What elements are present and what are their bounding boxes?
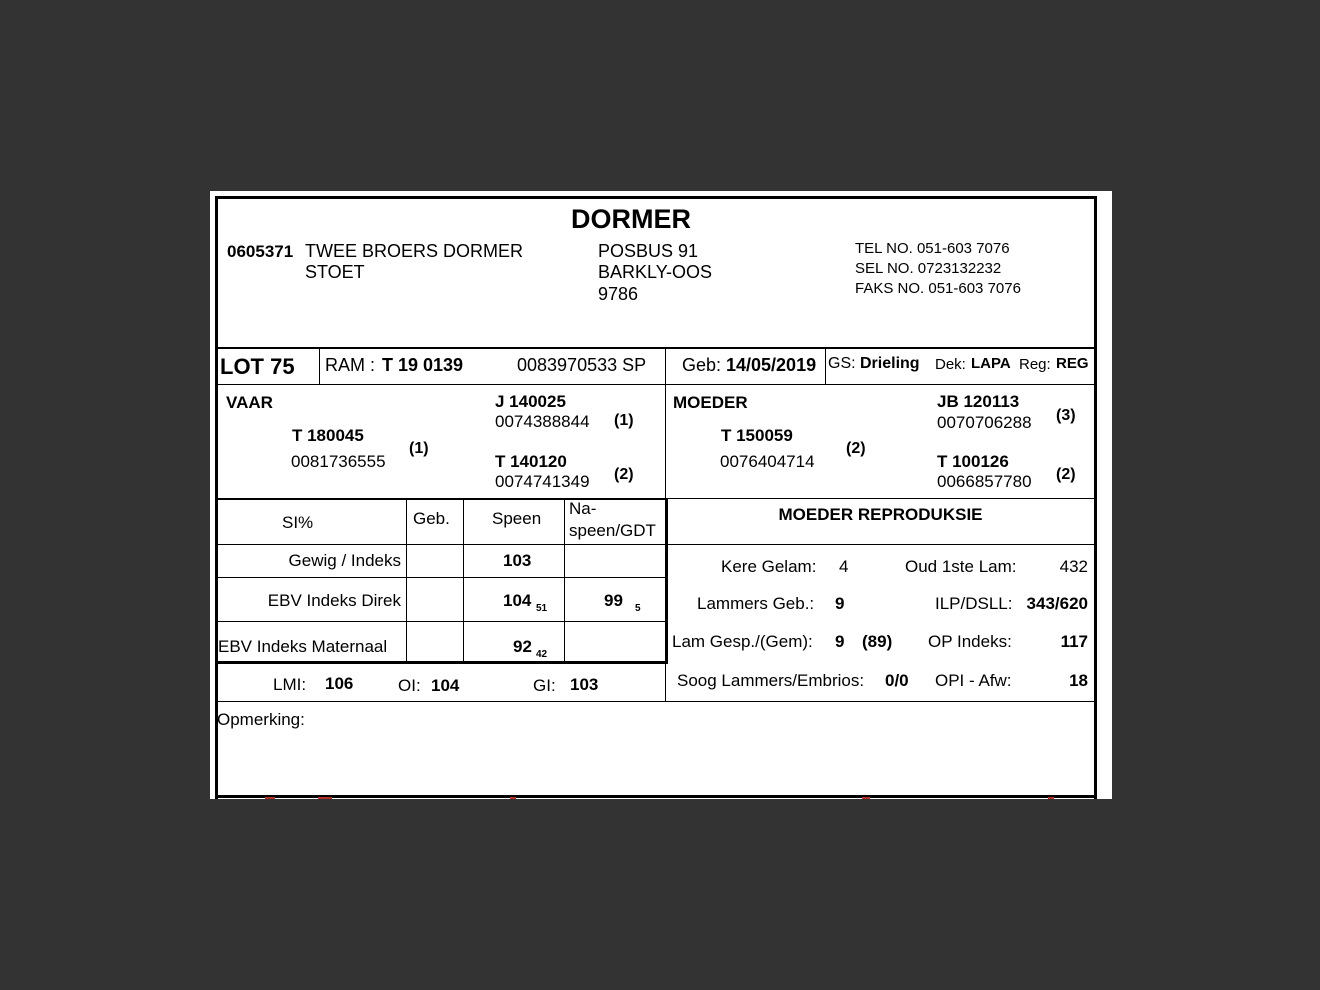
direk-naspeen-value: 99	[604, 591, 623, 610]
lam-gesp-label: Lam Gesp./(Gem):	[672, 632, 813, 651]
oud-1ste-lam-value: 432	[1059, 557, 1088, 576]
moeder-label: MOEDER	[673, 393, 748, 412]
print-mark	[265, 797, 275, 799]
dek-value: LAPA	[971, 355, 1011, 372]
direk-speen-value: 104	[503, 591, 532, 610]
opi-afw-value: 18	[1069, 671, 1088, 690]
ram-label: RAM :	[325, 355, 376, 375]
tel-number: TEL NO. 051-603 7076	[855, 240, 1010, 257]
divider	[406, 499, 407, 662]
moeder-sire-id: JB 120113	[937, 392, 1020, 411]
row-label-ebv-direk: EBV Indeks Direk	[267, 591, 401, 610]
print-mark	[1048, 797, 1054, 799]
dek-label: Dek:	[935, 356, 966, 373]
moeder-id: T 150059	[721, 426, 793, 445]
direk-speen-accuracy: 51	[536, 603, 548, 614]
lam-gesp-value: 9	[835, 632, 845, 651]
reg-value: REG	[1056, 355, 1089, 372]
divider	[215, 621, 667, 622]
lammers-geb-value: 9	[835, 594, 845, 613]
lmi-label: LMI:	[273, 675, 307, 694]
gs-value: Drieling	[860, 355, 920, 372]
print-mark	[318, 797, 332, 799]
breeder-name-line2: STOET	[305, 262, 365, 282]
divider	[665, 498, 1097, 499]
op-indeks-label: OP Indeks:	[928, 632, 1012, 651]
moeder-number: 0076404714	[720, 452, 815, 471]
op-indeks-value: 117	[1060, 632, 1088, 651]
opmerking-label: Opmerking:	[217, 710, 305, 729]
moeder-sire-number: 0070706288	[937, 413, 1032, 432]
moeder-count: (2)	[846, 440, 866, 457]
divider	[215, 701, 1097, 702]
vaar-dam-number: 0074741349	[495, 472, 590, 491]
divider	[666, 544, 1097, 545]
reproduksie-heading: MOEDER REPRODUKSIE	[778, 505, 983, 524]
lot-number: LOT 75	[220, 354, 295, 379]
maternaal-speen-accuracy: 42	[536, 649, 548, 660]
divider	[564, 499, 565, 662]
divider	[463, 499, 464, 662]
divider	[825, 348, 826, 385]
address-line2: BARKLY-OOS	[598, 262, 713, 282]
opi-afw-label: OPI - Afw:	[935, 671, 1012, 690]
geb-value: 14/05/2019	[726, 355, 817, 375]
ram-number: 0083970533 SP	[517, 355, 647, 375]
oud-1ste-lam-label: Oud 1ste Lam:	[905, 557, 1017, 576]
moeder-dam-count: (2)	[1056, 466, 1076, 483]
lam-gesp-gem: (89)	[862, 632, 893, 651]
print-mark	[862, 797, 870, 799]
breeder-code: 0605371	[227, 242, 294, 261]
geb-header: Geb.	[413, 509, 450, 528]
naspeen-header-line1: Na-	[569, 499, 597, 518]
gs-label: GS:	[828, 355, 856, 372]
breeder-name-line1: TWEE BROERS DORMER	[305, 241, 524, 261]
moeder-dam-number: 0066857780	[937, 472, 1032, 491]
vaar-dam-id: T 140120	[495, 452, 567, 471]
address-line1: POSBUS 91	[598, 241, 699, 261]
divider	[319, 348, 320, 385]
frame-top	[215, 196, 1097, 199]
faks-number: FAKS NO. 051-603 7076	[855, 280, 1021, 297]
speen-header: Speen	[492, 509, 542, 528]
vaar-label: VAAR	[226, 393, 273, 412]
divider	[215, 384, 1097, 385]
ram-id: T 19 0139	[382, 355, 464, 375]
vaar-dam-count: (2)	[614, 466, 634, 483]
lammers-geb-label: Lammers Geb.:	[697, 594, 815, 613]
vaar-id: T 180045	[292, 426, 364, 445]
ilp-dsll-value: 343/620	[1026, 594, 1088, 613]
divider	[215, 347, 1097, 349]
row-label-gewig: Gewig / Indeks	[288, 551, 401, 570]
geb-label: Geb:	[682, 355, 722, 375]
row-label-ebv-maternaal: EBV Indeks Maternaal	[218, 637, 388, 656]
ilp-dsll-label: ILP/DSLL:	[935, 594, 1013, 613]
oi-value: 104	[431, 676, 460, 695]
sel-number: SEL NO. 0723132232	[855, 260, 1002, 277]
kere-gelam-label: Kere Gelam:	[721, 557, 817, 576]
si-table-border-bottom	[215, 661, 668, 664]
si-header: SI%	[282, 513, 314, 532]
kere-gelam-value: 4	[839, 557, 849, 576]
maternaal-speen-value: 92	[513, 637, 532, 656]
soog-lammers-value: 0/0	[885, 671, 909, 690]
moeder-sire-count: (3)	[1056, 407, 1076, 424]
gewig-speen-value: 103	[503, 551, 532, 570]
vaar-count: (1)	[409, 440, 429, 457]
vaar-sire-id: J 140025	[495, 392, 566, 411]
si-table-border-top	[215, 498, 667, 500]
gi-label: GI:	[533, 676, 556, 695]
divider	[215, 544, 667, 545]
lot-card	[210, 191, 1112, 799]
gi-value: 103	[570, 675, 599, 694]
naspeen-header-line2: speen/GDT	[569, 521, 656, 540]
oi-label: OI:	[398, 676, 421, 695]
soog-lammers-label: Soog Lammers/Embrios:	[677, 671, 865, 690]
print-mark	[510, 797, 516, 799]
divider	[215, 577, 667, 578]
address-line3: 9786	[598, 284, 639, 304]
vaar-sire-number: 0074388844	[495, 412, 590, 431]
moeder-dam-id: T 100126	[937, 452, 1009, 471]
frame-bottom	[215, 795, 1097, 798]
vaar-number: 0081736555	[291, 452, 386, 471]
reg-label: Reg:	[1019, 356, 1051, 373]
direk-naspeen-accuracy: 5	[635, 603, 641, 614]
page-title: DORMER	[571, 204, 691, 234]
vaar-sire-count: (1)	[614, 412, 634, 429]
lmi-value: 106	[325, 674, 354, 693]
